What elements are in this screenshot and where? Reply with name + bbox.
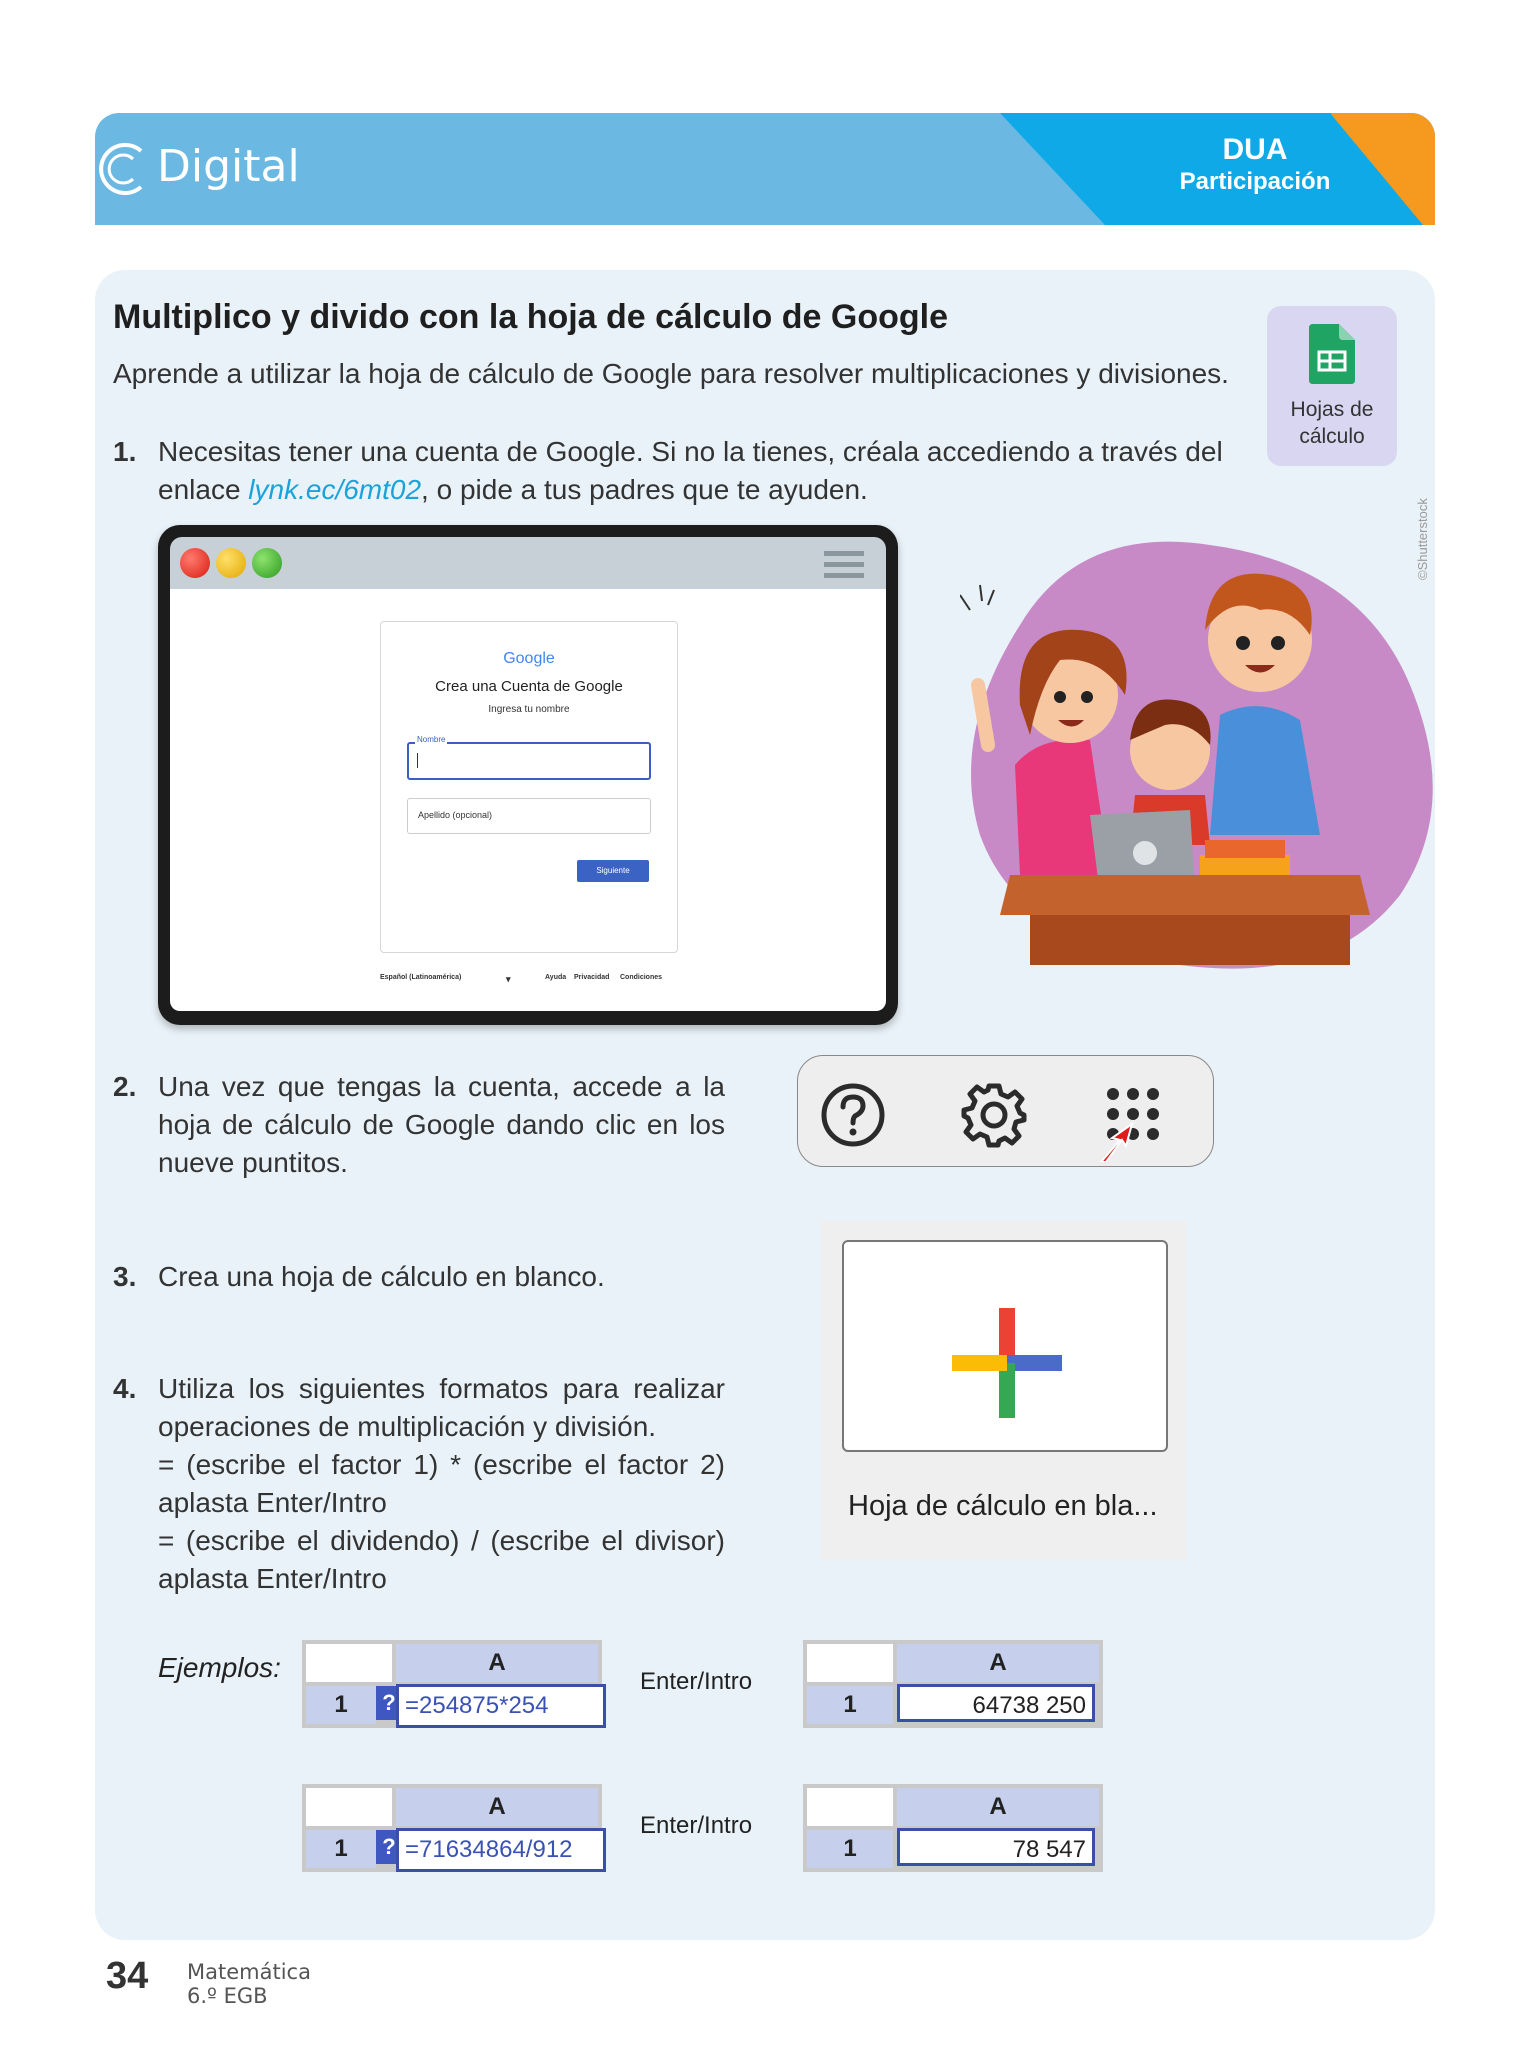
last-name-placeholder: Apellido (opcional)	[418, 810, 493, 820]
column-header: A	[897, 1644, 1099, 1682]
step-number: 4.	[113, 1373, 137, 1404]
help-circle-icon[interactable]	[820, 1082, 886, 1148]
browser-titlebar	[170, 537, 886, 589]
dua-title: DUA	[1222, 133, 1288, 166]
dua-subtitle: Participación	[1179, 168, 1331, 195]
step-1-text-before: Necesitas tener una cuenta de Google. Si no la tienes, créala accediendo a través del enlace	[158, 436, 1223, 505]
google-toolbar	[797, 1055, 1214, 1167]
grade-level: 6.º EGB	[187, 1984, 268, 2008]
subject-info	[187, 1960, 311, 2008]
last-name-field[interactable]	[407, 798, 651, 834]
help-badge-icon: ?	[376, 1830, 402, 1864]
column-header: A	[396, 1788, 598, 1826]
google-sheets-badge[interactable]	[1267, 306, 1397, 466]
help-badge-icon: ?	[376, 1686, 402, 1720]
column-header: A	[396, 1644, 598, 1682]
table	[1000, 875, 1370, 915]
activity-title: Multiplico y divido con la hoja de cálculo de Google	[113, 298, 948, 336]
enter-label: Enter/Intro	[640, 1668, 753, 1695]
next-button[interactable]: Siguiente	[577, 860, 649, 882]
family-laptop-illustration	[960, 535, 1460, 975]
blank-spreadsheet-card[interactable]	[820, 1220, 1186, 1560]
terms-link[interactable]: Condiciones	[620, 974, 663, 981]
spreadsheet-example-2-result	[803, 1784, 1103, 1872]
spreadsheet-example-2-input	[302, 1784, 602, 1872]
google-logo: Google	[503, 650, 555, 667]
step-text	[158, 433, 1248, 509]
page-number: 34	[106, 1955, 149, 1997]
division-format: = (escribe el dividendo) / (escribe el divisor) aplasta Enter/Intro	[158, 1525, 725, 1594]
sheet-corner-cell	[306, 1788, 392, 1826]
spreadsheet-example-1-input	[302, 1640, 602, 1728]
gear-icon[interactable]	[961, 1082, 1027, 1148]
section-banner	[95, 113, 1435, 225]
examples-label: Ejemplos:	[158, 1652, 281, 1683]
step-text: Una vez que tengas la cuenta, accede a la hoja de cálculo de Google dando clic en los nueve puntitos.	[158, 1071, 725, 1178]
sheets-label-line1: Hojas de	[1290, 398, 1374, 421]
first-name-field[interactable]	[407, 735, 651, 780]
digital-logo-icon	[97, 139, 149, 199]
step-2	[113, 1068, 725, 1188]
apps-grid-icon[interactable]	[1098, 1084, 1168, 1162]
sheet-corner-cell	[306, 1644, 392, 1682]
signup-title: Crea una Cuenta de Google	[435, 678, 623, 695]
row-header: 1	[306, 1830, 376, 1868]
step-1-text-after: , o pide a tus padres que te ayuden.	[421, 474, 868, 505]
signup-subtitle: Ingresa tu nombre	[488, 704, 570, 715]
formula-cell[interactable]: =254875*254	[396, 1684, 606, 1728]
close-window-icon[interactable]	[180, 548, 210, 578]
step-text	[158, 1370, 725, 1598]
language-select[interactable]: Español (Latinoamérica)	[380, 974, 462, 981]
spreadsheet-example-1-result	[803, 1640, 1103, 1728]
first-name-label: Nombre	[417, 735, 446, 744]
step-4-instruction: Utiliza los siguientes formatos para realizar operaciones de multiplicación y división.	[158, 1373, 725, 1442]
sheet-corner-cell	[807, 1788, 893, 1826]
result-cell[interactable]: 64738 250	[897, 1684, 1095, 1722]
plus-icon	[952, 1308, 1062, 1418]
minimize-window-icon[interactable]	[216, 548, 246, 578]
maximize-window-icon[interactable]	[252, 548, 282, 578]
step-number: 3.	[113, 1261, 137, 1292]
google-sheets-label	[1267, 396, 1397, 450]
enter-label: Enter/Intro	[640, 1812, 753, 1839]
account-link[interactable]: lynk.ec/6mt02	[248, 474, 422, 505]
menu-icon[interactable]	[824, 551, 864, 584]
dua-badge	[1145, 133, 1365, 197]
step-number: 1.	[113, 436, 137, 467]
google-sheets-icon	[1309, 324, 1355, 384]
row-header: 1	[807, 1686, 893, 1724]
sheets-label-line2: cálculo	[1299, 425, 1365, 448]
step-1	[113, 433, 1243, 513]
sheet-corner-cell	[807, 1644, 893, 1682]
row-header: 1	[306, 1686, 376, 1724]
row-header: 1	[807, 1830, 893, 1868]
help-link[interactable]: Ayuda	[545, 974, 567, 981]
subject-name: Matemática	[187, 1960, 311, 1984]
google-signup-card	[380, 621, 678, 953]
section-title: Digital	[157, 141, 300, 192]
activity-subtitle: Aprende a utilizar la hoja de cálculo de Google para resolver multiplicaciones y divisiones.	[113, 358, 1229, 389]
chevron-down-icon[interactable]: ▾	[506, 974, 511, 984]
text-caret	[417, 753, 418, 768]
column-header: A	[897, 1788, 1099, 1826]
step-text: Crea una hoja de cálculo en blanco.	[158, 1261, 605, 1292]
step-number: 2.	[113, 1071, 137, 1102]
blank-spreadsheet-thumbnail	[842, 1240, 1168, 1452]
browser-mockup	[158, 525, 898, 1025]
multiplication-format: = (escribe el factor 1) * (escribe el factor 2) aplasta Enter/Intro	[158, 1449, 725, 1518]
result-cell[interactable]: 78 547	[897, 1828, 1095, 1866]
privacy-link[interactable]: Privacidad	[574, 974, 610, 981]
image-credit: ©Shutterstock	[1415, 498, 1430, 580]
formula-cell[interactable]: =71634864/912	[396, 1828, 606, 1872]
step-3	[113, 1258, 673, 1298]
step-4	[113, 1370, 725, 1605]
blank-spreadsheet-label: Hoja de cálculo en bla...	[848, 1490, 1158, 1522]
browser-content	[170, 589, 886, 1011]
